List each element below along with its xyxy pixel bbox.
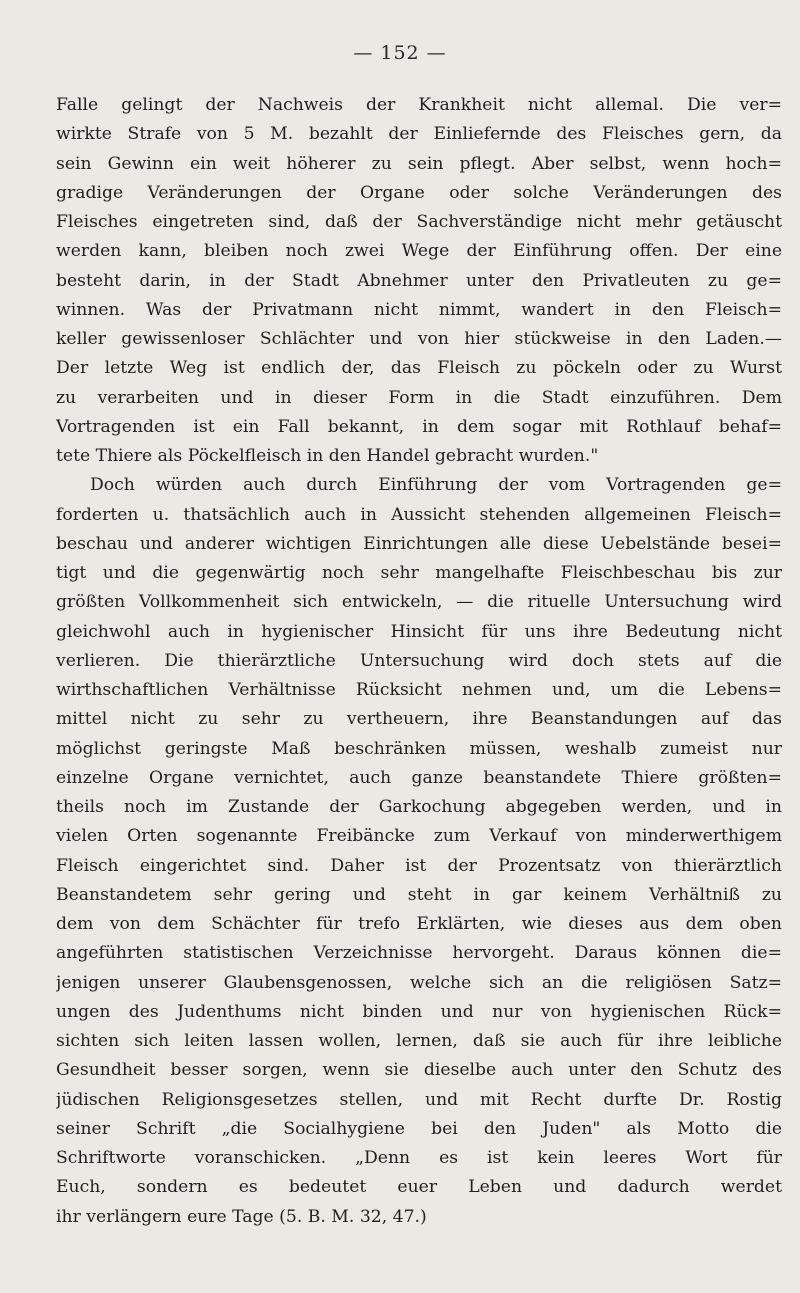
page-number: — 152 — [353,42,447,64]
text-line: tete Thiere als Pöckelfleisch in den Handel gebracht wurden." [56,446,599,466]
text-line: jenigen unserer Glaubensgenossen, welche sich an die religiösen Satz= [56,972,782,993]
text-line: Fleisch eingerichtet sind. Daher ist der Prozentsatz von thierärztlich [56,855,782,876]
text-line: keller gewissenloser Schlächter und von hier stückweise in den Laden.— [56,329,782,349]
text-line: beschau und anderer wichtigen Einrichtungen alle diese Uebelstände besei= [56,533,782,554]
text-line: wirkte Strafe von 5 M. bezahlt der Einliefernde des Fleisches gern, da [56,124,782,145]
text-line: jüdischen Religionsgesetzes stellen, und mit Recht durfte Dr. Rostig [56,1089,782,1110]
text-line: werden kann, bleiben noch zwei Wege der Einführung offen. Der eine [56,241,782,262]
text-line: wirthschaftlichen Verhältnisse Rücksicht nehmen und, um die Lebens= [56,680,782,700]
text-line: Beanstandetem sehr gering und steht in gar keinem Verhältniß zu [56,884,782,905]
text-line: ungen des Judenthums nicht binden und nur von hygienischen Rück= [56,1001,782,1022]
text-line: Euch, sondern es bedeutet euer Leben und dadurch werdet [56,1177,782,1198]
text-line: verlieren. Die thierärztliche Untersuchung wird doch stets auf die [56,650,782,671]
text-line: möglichst geringste Maß beschränken müssen, weshalb zumeist nur [56,738,782,759]
text-line: dem von dem Schächter für trefo Erklärten, wie dieses aus dem oben [56,914,782,934]
body-text [56,91,782,1232]
text-line: besteht darin, in der Stadt Abnehmer unter den Privatleuten zu ge= [56,270,782,291]
text-line: gleichwohl auch in hygienischer Hinsicht für uns ihre Bedeutung nicht [56,621,782,642]
text-line: Fleisches eingetreten sind, daß der Sachverständige nicht mehr getäuscht [56,212,782,232]
text-line: Der letzte Weg ist endlich der, das Fleisch zu pöckeln oder zu Wurst [56,358,782,379]
text-line: mittel nicht zu sehr zu vertheuern, ihre Beanstandungen auf das [56,709,782,730]
text-line: einzelne Organe vernichtet, auch ganze beanstandete Thiere größten= [56,767,782,788]
text-line: theils noch im Zustande der Garkochung abgegeben werden, und in [56,797,782,817]
text-line: Falle gelingt der Nachweis der Krankheit nicht allemal. Die ver= [56,95,782,115]
text-line: sichten sich leiten lassen wollen, lernen, daß sie auch für ihre leibliche [56,1031,782,1051]
text-line: ihr verlängern eure Tage (5. B. M. 32, 47.) [56,1206,427,1227]
text-line: Doch würden auch durch Einführung der vom Vortragenden ge= [90,475,782,496]
text-line: Gesundheit besser sorgen, wenn sie dieselbe auch unter den Schutz des [56,1060,782,1081]
text-line: gradige Veränderungen der Organe oder solche Veränderungen des [56,182,782,203]
text-line: tigt und die gegenwärtig noch sehr mangelhafte Fleischbeschau bis zur [56,563,782,583]
text-line: vielen Orten sogenannte Freibäncke zum Verkauf von minderwerthigem [56,826,782,847]
text-line: sein Gewinn ein weit höherer zu sein pflegt. Aber selbst, wenn hoch= [56,153,782,174]
text-line: seiner Schrift „die Socialhygiene bei den Juden" als Motto die [56,1118,782,1139]
text-line: Schriftworte voranschicken. „Denn es ist kein leeres Wort für [56,1148,782,1168]
text-line: winnen. Was der Privatmann nicht nimmt, wandert in den Fleisch= [56,299,782,320]
text-line: angeführten statistischen Verzeichnisse hervorgeht. Daraus können die= [56,943,782,964]
text-line: Vortragenden ist ein Fall bekannt, in dem sogar mit Rothlauf behaf= [56,416,782,437]
text-line: größten Vollkommenheit sich entwickeln, — die rituelle Untersuchung wird [56,592,782,613]
text-line: forderten u. thatsächlich auch in Aussicht stehenden allgemeinen Fleisch= [56,504,782,525]
text-line: zu verarbeiten und in dieser Form in die Stadt einzuführen. Dem [56,387,782,408]
